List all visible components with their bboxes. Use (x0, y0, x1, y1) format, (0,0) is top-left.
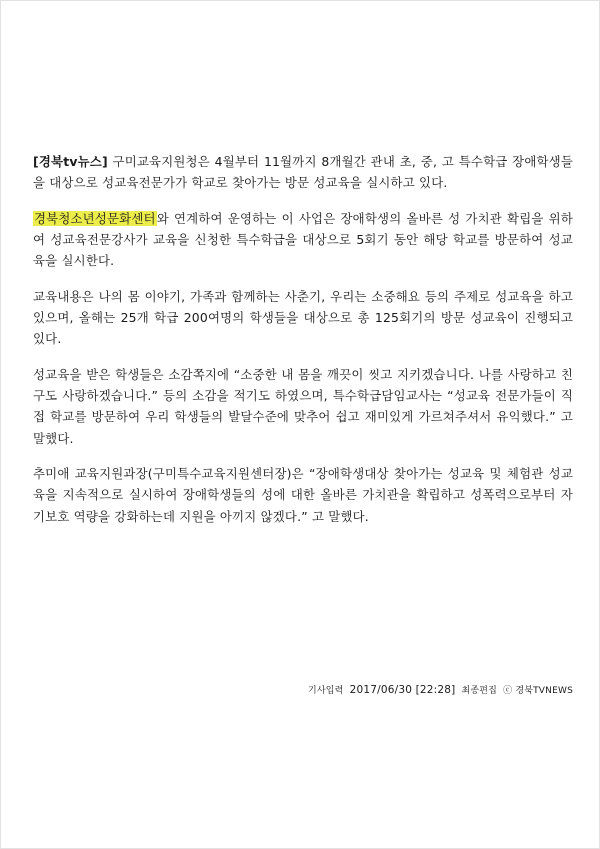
paragraph-3: 교육내용은 나의 몸 이야기, 가족과 함께하는 사춘기, 우리는 소중해요 등의 주제로 성교육을 하고 있으며, 올해는 25개 학급 200여명의 학생들을 대상으로 총 125회기의 방문 성교육이 진행되고 있다. (33, 288, 573, 347)
paragraph-2-text: 와 연계하여 운영하는 이 사업은 장애학생의 올바른 성 가치관 확립을 위하여 성교육전문강사가 교육을 신청한 특수학급을 대상으로 5회기 동안 해당 학교를 방문하여 성교육을 실시한다. (33, 210, 573, 269)
lead-source-tag: [경북tv뉴스] (33, 154, 108, 169)
paragraph-2 (33, 208, 573, 272)
paragraph-5: 추미애 교육지원과장(구미특수교육지원센터장)은 “장애학생대상 찾아가는 성교육 및 체험관 성교육을 지속적으로 실시하여 장애학생들의 성에 대한 올바른 가치관을 확립하고 성폭력으로부터 자기보호 역량을 강화하는데 지원을 아끼지 않겠다.” 고 말했다. (33, 465, 573, 524)
article-body (33, 151, 573, 527)
paragraph-1-text: 구미교육지원청은 4월부터 11월까지 8개월간 관내 초, 중, 고 특수학급 장애학생들을 대상으로 성교육전문가가 학교로 찾아가는 방문 성교육을 실시하고 있다. (33, 154, 573, 191)
footer-input-label: 기사입력 (307, 686, 344, 696)
footer-timestamp: 2017/06/30 [22:28] (349, 684, 456, 696)
footer-copyright: ⓒ 경북TVNEWS (503, 686, 573, 696)
paragraph-1 (33, 151, 573, 194)
article-footer (33, 683, 573, 696)
paragraph-4: 성교육을 받은 학생들은 소감쪽지에 “소중한 내 몸을 깨끗이 씻고 지키겠습니다. 나를 사랑하고 친구도 사랑하겠습니다.” 등의 소감을 적기도 하였으며, 특수학급담임교사는 “성교육 전문가들이 직접 학교를 방문하여 우리 학생들의 발달수준에 맞추어 쉽고 재미있게 가르쳐주셔서 유익했다.” 고 말했다. (33, 366, 573, 446)
footer-editor-label: 최종편집 (461, 686, 498, 696)
highlighted-center-name: 경북청소년성문화센터 (34, 210, 156, 226)
